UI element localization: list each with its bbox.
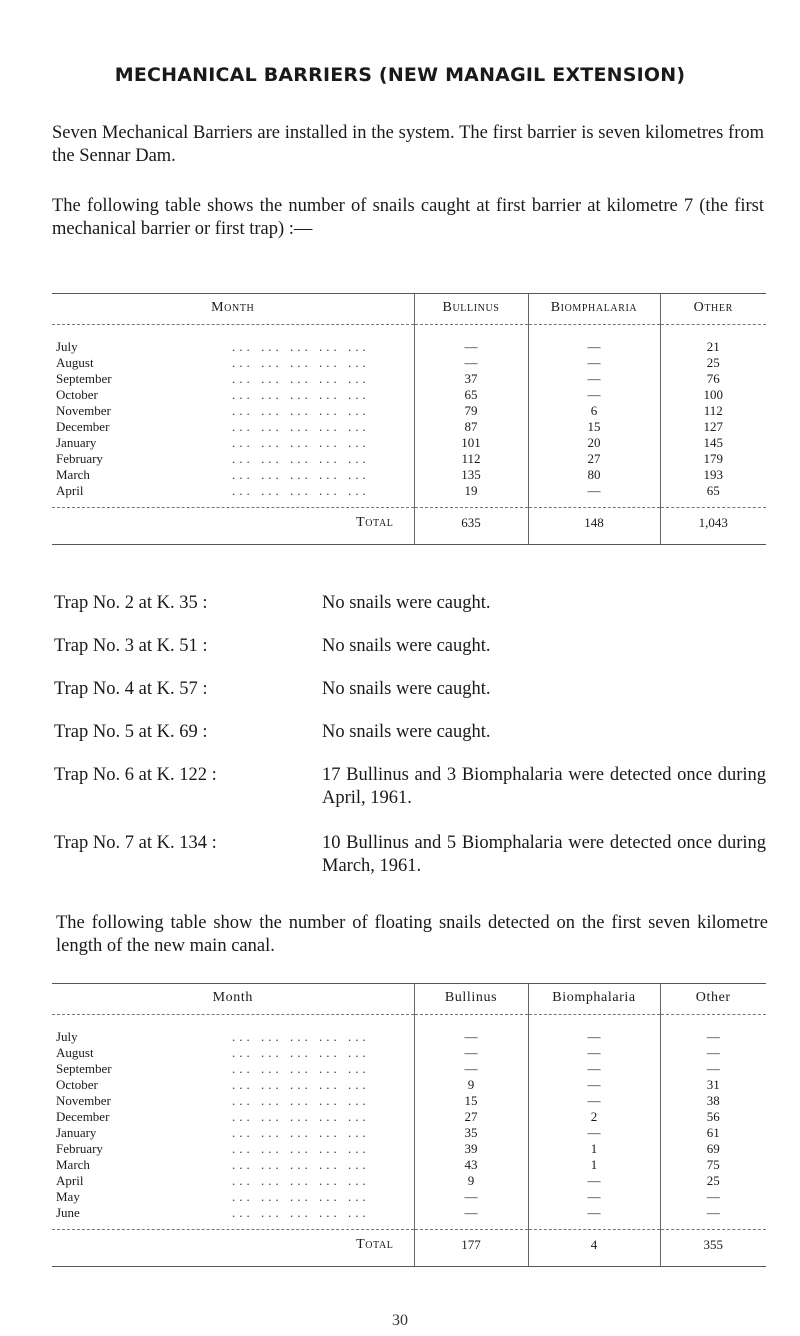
cell-bullinus: — [414, 355, 528, 371]
cell-biomphalaria: — [528, 355, 660, 371]
month-label: December [56, 1109, 110, 1124]
total-biomphalaria: 148 [528, 508, 660, 545]
cell-bullinus: 9 [414, 1173, 528, 1189]
trap-label: Trap No. 2 at K. 35 : [54, 593, 208, 613]
cell-other: 56 [660, 1109, 766, 1125]
cell-month [52, 1061, 414, 1077]
table-row [52, 1077, 766, 1093]
month-label: March [56, 467, 90, 482]
table1-caption: The following table shows the number of snails caught at first barrier at kilometre 7 (the first mechanical barrier or first trap) :— [52, 196, 764, 239]
table-row [52, 1157, 766, 1173]
cell-other: 25 [660, 355, 766, 371]
month-label: September [56, 371, 112, 386]
month-label: August [56, 1045, 94, 1060]
cell-month [52, 1015, 414, 1046]
month-label: October [56, 1077, 98, 1092]
cell-month [52, 325, 414, 356]
cell-other: — [660, 1061, 766, 1077]
cell-biomphalaria: — [528, 325, 660, 356]
leader-dots: ... ... ... ... ... [232, 1109, 370, 1124]
total-bullinus: 177 [414, 1230, 528, 1267]
total-row [52, 1230, 766, 1267]
leader-dots: ... ... ... ... ... [232, 1189, 370, 1204]
trap-label: Trap No. 4 at K. 57 : [54, 679, 208, 699]
total-other: 1,043 [660, 508, 766, 545]
month-label: February [56, 1141, 103, 1156]
cell-bullinus: 135 [414, 467, 528, 483]
trap-result: 17 Bullinus and 3 Biomphalaria were detected once during April, 1961. [322, 765, 766, 808]
floating-snails-table [52, 983, 766, 1267]
cell-bullinus: — [414, 1015, 528, 1046]
month-label: October [56, 387, 98, 402]
column-header-biomphalaria: Biomphalaria [528, 984, 660, 1015]
cell-biomphalaria: — [528, 1173, 660, 1189]
trap-result: No snails were caught. [322, 679, 491, 699]
cell-biomphalaria: — [528, 1093, 660, 1109]
cell-biomphalaria: — [528, 483, 660, 508]
cell-other: — [660, 1205, 766, 1230]
cell-month [52, 435, 414, 451]
cell-month [52, 1109, 414, 1125]
table-row [52, 435, 766, 451]
cell-biomphalaria: 80 [528, 467, 660, 483]
table-row [52, 403, 766, 419]
cell-bullinus: — [414, 325, 528, 356]
table-body [52, 1015, 766, 1267]
table-header-row [52, 984, 766, 1015]
trap-result: 10 Bullinus and 5 Biomphalaria were detected once during March, 1961. [322, 833, 766, 876]
month-label: August [56, 355, 94, 370]
cell-other: 193 [660, 467, 766, 483]
cell-bullinus: — [414, 1045, 528, 1061]
cell-biomphalaria: — [528, 387, 660, 403]
trap-label: Trap No. 6 at K. 122 : [54, 765, 217, 785]
cell-month [52, 419, 414, 435]
cell-biomphalaria: 1 [528, 1157, 660, 1173]
month-label: March [56, 1157, 90, 1172]
cell-biomphalaria: — [528, 1077, 660, 1093]
leader-dots: ... ... ... ... ... [232, 1077, 370, 1092]
leader-dots: ... ... ... ... ... [232, 1093, 370, 1108]
column-header-bullinus: Bullinus [414, 984, 528, 1015]
column-header-biomphalaria: Biomphalaria [528, 294, 660, 325]
cell-biomphalaria: — [528, 1125, 660, 1141]
cell-biomphalaria: 6 [528, 403, 660, 419]
column-header-other: Other [660, 984, 766, 1015]
cell-other: 112 [660, 403, 766, 419]
table-row [52, 1173, 766, 1189]
leader-dots: ... ... ... ... ... [232, 1141, 370, 1156]
leader-dots: ... ... ... ... ... [232, 339, 370, 354]
cell-bullinus: 87 [414, 419, 528, 435]
leader-dots: ... ... ... ... ... [232, 355, 370, 370]
total-other: 355 [660, 1230, 766, 1267]
cell-biomphalaria: 27 [528, 451, 660, 467]
cell-month [52, 387, 414, 403]
cell-other: 21 [660, 325, 766, 356]
month-label: April [56, 483, 84, 498]
intro-paragraph: Seven Mechanical Barriers are installed in the system. The first barrier is seven kilometres from the Sennar Dam. [52, 123, 764, 166]
cell-biomphalaria: — [528, 1045, 660, 1061]
column-header-month: Month [52, 984, 414, 1015]
cell-other: 61 [660, 1125, 766, 1141]
cell-biomphalaria: 15 [528, 419, 660, 435]
total-row [52, 508, 766, 545]
column-header-month: Month [52, 294, 414, 325]
cell-month [52, 371, 414, 387]
cell-bullinus: 43 [414, 1157, 528, 1173]
cell-month [52, 1125, 414, 1141]
leader-dots: ... ... ... ... ... [232, 403, 370, 418]
table-row [52, 1093, 766, 1109]
total-label: Total [52, 508, 414, 545]
cell-month [52, 1205, 414, 1230]
cell-month [52, 467, 414, 483]
cell-month [52, 403, 414, 419]
cell-other: 100 [660, 387, 766, 403]
leader-dots: ... ... ... ... ... [232, 387, 370, 402]
month-label: May [56, 1189, 80, 1204]
trap-label: Trap No. 3 at K. 51 : [54, 636, 208, 656]
cell-bullinus: — [414, 1061, 528, 1077]
cell-other: — [660, 1045, 766, 1061]
cell-bullinus: 15 [414, 1093, 528, 1109]
table-row [52, 1205, 766, 1230]
table-row [52, 1125, 766, 1141]
leader-dots: ... ... ... ... ... [232, 1157, 370, 1172]
leader-dots: ... ... ... ... ... [232, 1125, 370, 1140]
table-row [52, 387, 766, 403]
month-label: September [56, 1061, 112, 1076]
cell-other: 75 [660, 1157, 766, 1173]
cell-biomphalaria: — [528, 1061, 660, 1077]
cell-bullinus: 65 [414, 387, 528, 403]
table-body [52, 325, 766, 545]
leader-dots: ... ... ... ... ... [232, 1061, 370, 1076]
cell-bullinus: 101 [414, 435, 528, 451]
cell-bullinus: 19 [414, 483, 528, 508]
page-number: 30 [392, 1312, 408, 1329]
cell-other: 31 [660, 1077, 766, 1093]
leader-dots: ... ... ... ... ... [232, 483, 370, 498]
month-label: December [56, 419, 110, 434]
page-title: MECHANICAL BARRIERS (NEW MANAGIL EXTENSION) [114, 64, 686, 86]
total-biomphalaria: 4 [528, 1230, 660, 1267]
cell-biomphalaria: — [528, 1189, 660, 1205]
month-label: November [56, 403, 111, 418]
trap-result: No snails were caught. [322, 593, 491, 613]
cell-month [52, 355, 414, 371]
column-header-other: Other [660, 294, 766, 325]
trap-label: Trap No. 7 at K. 134 : [54, 833, 217, 853]
cell-biomphalaria: 1 [528, 1141, 660, 1157]
cell-biomphalaria: — [528, 371, 660, 387]
cell-other: — [660, 1015, 766, 1046]
month-label: November [56, 1093, 111, 1108]
leader-dots: ... ... ... ... ... [232, 1173, 370, 1188]
leader-dots: ... ... ... ... ... [232, 1045, 370, 1060]
month-label: February [56, 451, 103, 466]
leader-dots: ... ... ... ... ... [232, 1029, 370, 1044]
trap-result: No snails were caught. [322, 722, 491, 742]
table-row [52, 1109, 766, 1125]
total-label: Total [52, 1230, 414, 1267]
cell-biomphalaria: 20 [528, 435, 660, 451]
cell-bullinus: — [414, 1205, 528, 1230]
cell-month [52, 1077, 414, 1093]
leader-dots: ... ... ... ... ... [232, 419, 370, 434]
cell-month [52, 1173, 414, 1189]
table-row [52, 1061, 766, 1077]
cell-other: 179 [660, 451, 766, 467]
cell-biomphalaria: 2 [528, 1109, 660, 1125]
cell-month [52, 1189, 414, 1205]
month-label: July [56, 339, 78, 354]
table-header-row [52, 294, 766, 325]
cell-biomphalaria: — [528, 1015, 660, 1046]
cell-other: 65 [660, 483, 766, 508]
table-row [52, 1189, 766, 1205]
leader-dots: ... ... ... ... ... [232, 451, 370, 466]
month-label: July [56, 1029, 78, 1044]
cell-month [52, 1157, 414, 1173]
total-bullinus: 635 [414, 508, 528, 545]
cell-other: 25 [660, 1173, 766, 1189]
trap-label: Trap No. 5 at K. 69 : [54, 722, 208, 742]
cell-other: 145 [660, 435, 766, 451]
cell-month [52, 1141, 414, 1157]
leader-dots: ... ... ... ... ... [232, 435, 370, 450]
cell-other: 76 [660, 371, 766, 387]
cell-bullinus: 112 [414, 451, 528, 467]
trap-result: No snails were caught. [322, 636, 491, 656]
cell-biomphalaria: — [528, 1205, 660, 1230]
cell-bullinus: 79 [414, 403, 528, 419]
table-row [52, 1141, 766, 1157]
column-header-bullinus: Bullinus [414, 294, 528, 325]
leader-dots: ... ... ... ... ... [232, 1205, 370, 1220]
leader-dots: ... ... ... ... ... [232, 371, 370, 386]
table-row [52, 451, 766, 467]
cell-bullinus: 39 [414, 1141, 528, 1157]
table-row [52, 1015, 766, 1046]
table-row [52, 419, 766, 435]
cell-bullinus: 35 [414, 1125, 528, 1141]
first-barrier-table [52, 293, 766, 545]
table-row [52, 467, 766, 483]
table-row [52, 483, 766, 508]
month-label: January [56, 435, 97, 450]
cell-month [52, 1093, 414, 1109]
month-label: June [56, 1205, 80, 1220]
leader-dots: ... ... ... ... ... [232, 467, 370, 482]
cell-bullinus: 37 [414, 371, 528, 387]
cell-bullinus: 27 [414, 1109, 528, 1125]
cell-bullinus: — [414, 1189, 528, 1205]
month-label: April [56, 1173, 84, 1188]
table2-caption: The following table show the number of floating snails detected on the first seven kilometre length of the new main canal. [56, 913, 768, 956]
cell-other: 127 [660, 419, 766, 435]
table-row [52, 325, 766, 356]
cell-other: 69 [660, 1141, 766, 1157]
cell-bullinus: 9 [414, 1077, 528, 1093]
cell-month [52, 483, 414, 508]
table-row [52, 371, 766, 387]
cell-other: 38 [660, 1093, 766, 1109]
cell-other: — [660, 1189, 766, 1205]
table-row [52, 355, 766, 371]
table-row [52, 1045, 766, 1061]
cell-month [52, 451, 414, 467]
month-label: January [56, 1125, 97, 1140]
cell-month [52, 1045, 414, 1061]
